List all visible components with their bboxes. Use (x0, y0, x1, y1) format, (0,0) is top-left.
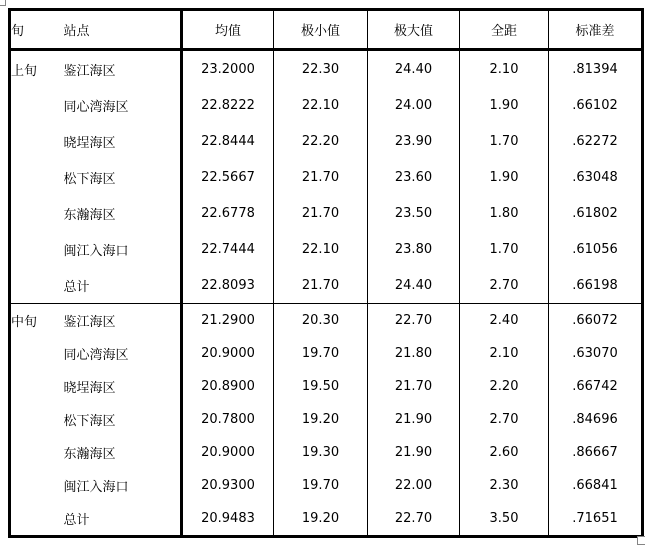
table-row (10, 195, 643, 231)
station-cell: 晓埕海区 (63, 135, 116, 151)
range-cell: 1.70 (460, 231, 549, 267)
range-cell: 2.70 (460, 403, 549, 436)
table-row (10, 469, 643, 502)
range-cell: 1.90 (460, 87, 549, 123)
col-header-station: 站点 (64, 10, 182, 50)
min-cell: 19.20 (274, 502, 368, 537)
mean-cell: 20.9300 (182, 469, 274, 502)
col-header-std: 标准差 (549, 10, 643, 50)
table-row (10, 231, 643, 267)
period-label-cell (10, 370, 64, 403)
max-cell: 21.80 (368, 337, 460, 370)
std-cell: .66841 (549, 469, 643, 502)
min-cell: 21.70 (274, 195, 368, 231)
max-cell: 23.60 (368, 159, 460, 195)
range-cell: 1.70 (460, 123, 549, 159)
col-header-mean: 均值 (182, 10, 274, 50)
max-cell: 24.00 (368, 87, 460, 123)
station-cell: 闽江入海口 (63, 243, 129, 259)
std-cell: .62272 (549, 123, 643, 159)
max-cell: 24.40 (368, 267, 460, 304)
period-label-cell: 上旬 (11, 63, 38, 79)
period-label-cell (10, 403, 64, 436)
std-cell: .66102 (549, 87, 643, 123)
mean-cell: 22.8093 (182, 267, 274, 304)
table-row (10, 50, 643, 88)
min-cell: 19.50 (274, 370, 368, 403)
period-label-cell (10, 469, 64, 502)
period-label-cell: 中旬 (10, 304, 64, 338)
std-cell: .71651 (549, 502, 643, 537)
std-cell: .61802 (549, 195, 643, 231)
mean-cell: 22.8444 (182, 123, 274, 159)
selection-handle-bottom-right-icon[interactable] (637, 536, 645, 545)
station-cell: 东瀚海区 (63, 207, 116, 223)
mean-cell: 22.6778 (182, 195, 274, 231)
range-cell: 1.90 (460, 159, 549, 195)
max-cell: 21.90 (368, 403, 460, 436)
max-cell: 22.00 (368, 469, 460, 502)
min-cell: 20.30 (274, 304, 368, 338)
mean-cell: 23.2000 (182, 50, 274, 88)
period-label-cell (10, 436, 64, 469)
col-header-max: 极大值 (368, 10, 460, 50)
mean-cell: 22.7444 (182, 231, 274, 267)
std-cell: .61056 (549, 231, 643, 267)
station-cell: 晓埕海区 (63, 381, 116, 396)
table-row (10, 337, 643, 370)
max-cell: 24.40 (368, 50, 460, 88)
table-row (10, 403, 643, 436)
std-cell: .66742 (549, 370, 643, 403)
period-label-cell (10, 337, 64, 370)
table-row (10, 304, 643, 338)
min-cell: 19.70 (274, 469, 368, 502)
min-cell: 22.10 (274, 231, 368, 267)
min-cell: 19.30 (274, 436, 368, 469)
mean-cell: 20.9483 (182, 502, 274, 537)
max-cell: 21.70 (368, 370, 460, 403)
min-cell: 22.20 (274, 123, 368, 159)
station-cell: 总计 (63, 513, 90, 528)
table-row (10, 370, 643, 403)
std-cell: .86667 (549, 436, 643, 469)
max-cell: 23.50 (368, 195, 460, 231)
range-cell: 2.30 (460, 469, 549, 502)
col-header-period: 旬 (10, 10, 64, 50)
max-cell: 22.70 (368, 502, 460, 537)
period-label-cell (10, 87, 64, 123)
range-cell: 2.60 (460, 436, 549, 469)
station-cell: 松下海区 (63, 171, 116, 187)
station-cell: 同心湾海区 (63, 348, 129, 363)
range-cell: 2.40 (460, 304, 549, 338)
station-cell: 鉴江海区 (64, 304, 182, 338)
station-cell: 闽江入海口 (63, 480, 129, 495)
period-label-cell (10, 502, 64, 537)
station-cell: 同心湾海区 (63, 99, 129, 115)
header-row (10, 10, 643, 50)
mean-cell: 20.9000 (182, 337, 274, 370)
station-cell: 东瀚海区 (63, 447, 116, 462)
table-row (10, 267, 643, 304)
range-cell: 2.10 (460, 50, 549, 88)
mean-cell: 22.5667 (182, 159, 274, 195)
std-cell: .63048 (549, 159, 643, 195)
period-label-cell (10, 267, 64, 304)
station-cell: 鉴江海区 (63, 63, 116, 79)
max-cell: 22.70 (368, 304, 460, 338)
range-cell: 2.20 (460, 370, 549, 403)
std-cell: .63070 (549, 337, 643, 370)
mean-cell: 21.2900 (182, 304, 274, 338)
col-header-range: 全距 (460, 10, 549, 50)
mean-cell: 20.9000 (182, 436, 274, 469)
min-cell: 22.30 (274, 50, 368, 88)
max-cell: 21.90 (368, 436, 460, 469)
min-cell: 19.70 (274, 337, 368, 370)
table-row (10, 436, 643, 469)
station-cell: 总计 (63, 279, 90, 295)
period-label-cell (10, 159, 64, 195)
descriptive-statistics-table[interactable] (8, 8, 644, 538)
mean-cell: 22.8222 (182, 87, 274, 123)
mean-cell: 20.7800 (182, 403, 274, 436)
table-row (10, 502, 643, 537)
mean-cell: 20.8900 (182, 370, 274, 403)
std-cell: .66198 (549, 267, 643, 304)
period-label-cell (10, 123, 64, 159)
min-cell: 19.20 (274, 403, 368, 436)
max-cell: 23.80 (368, 231, 460, 267)
station-cell: 松下海区 (63, 414, 116, 429)
min-cell: 22.10 (274, 87, 368, 123)
table-row (10, 159, 643, 195)
selection-handle-top-left-icon[interactable] (0, 0, 6, 6)
min-cell: 21.70 (274, 267, 368, 304)
std-cell: .84696 (549, 403, 643, 436)
range-cell: 1.80 (460, 195, 549, 231)
period-label-cell (10, 195, 64, 231)
std-cell: .66072 (549, 304, 643, 338)
table-row (10, 87, 643, 123)
col-header-min: 极小值 (274, 10, 368, 50)
range-cell: 2.10 (460, 337, 549, 370)
period-label-cell (10, 231, 64, 267)
table-row (10, 123, 643, 159)
range-cell: 3.50 (460, 502, 549, 537)
std-cell: .81394 (549, 50, 643, 88)
min-cell: 21.70 (274, 159, 368, 195)
range-cell: 2.70 (460, 267, 549, 304)
max-cell: 23.90 (368, 123, 460, 159)
